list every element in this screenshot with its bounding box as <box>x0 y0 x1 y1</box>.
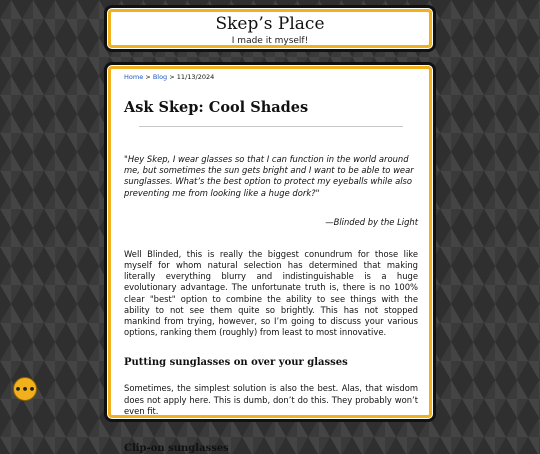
reader-question: "Hey Skep, I wear glasses so that I can function in the world around me, but sometimes the sun gets bright and I want to be able to wear sunglasses. What’s the best option to protect my eyeballs while also preventing me from looking like a huge dork?" <box>124 154 414 198</box>
site-header <box>104 5 436 52</box>
post-title: Ask Skep: Cool Shades <box>124 99 309 116</box>
intro-paragraph: Well Blinded, this is really the biggest conundrum for those like myself for whom natural selection has determined that making literally everything blurry and indistinguishable is a huge evolutionary advantage. The unfortunate truth is, there is no 100% clear "best" option to combine the ability to see things with the ability to not see them quite so brightly. This has not stopped mankind from trying, however, so I’m going to discuss your various options, ranking them (roughly) from least to most innovative. <box>124 248 418 338</box>
breadcrumb-home-link[interactable]: Home <box>124 73 144 81</box>
breadcrumb-separator: > <box>145 73 151 81</box>
post-container <box>104 62 436 454</box>
site-title[interactable]: Skep’s Place <box>215 14 325 34</box>
section-heading: Putting sunglasses on over your glasses <box>124 357 348 369</box>
breadcrumb-current-date: 11/13/2024 <box>176 73 215 81</box>
section-heading: Clip-on sunglasses <box>124 443 229 454</box>
title-divider <box>139 126 403 127</box>
ellipsis-icon[interactable]: ••• <box>13 377 37 401</box>
reader-signature: —Blinded by the Light <box>325 216 418 227</box>
breadcrumb <box>124 73 418 81</box>
section-paragraph: Sometimes, the simplest solution is also the best. Alas, that wisdom does not apply here. This is dumb, don’t do this. They probably won’t even fit. <box>124 383 418 416</box>
site-tagline: I made it myself! <box>231 36 309 46</box>
breadcrumb-separator: > <box>169 73 175 81</box>
breadcrumb-blog-link[interactable]: Blog <box>152 73 168 81</box>
